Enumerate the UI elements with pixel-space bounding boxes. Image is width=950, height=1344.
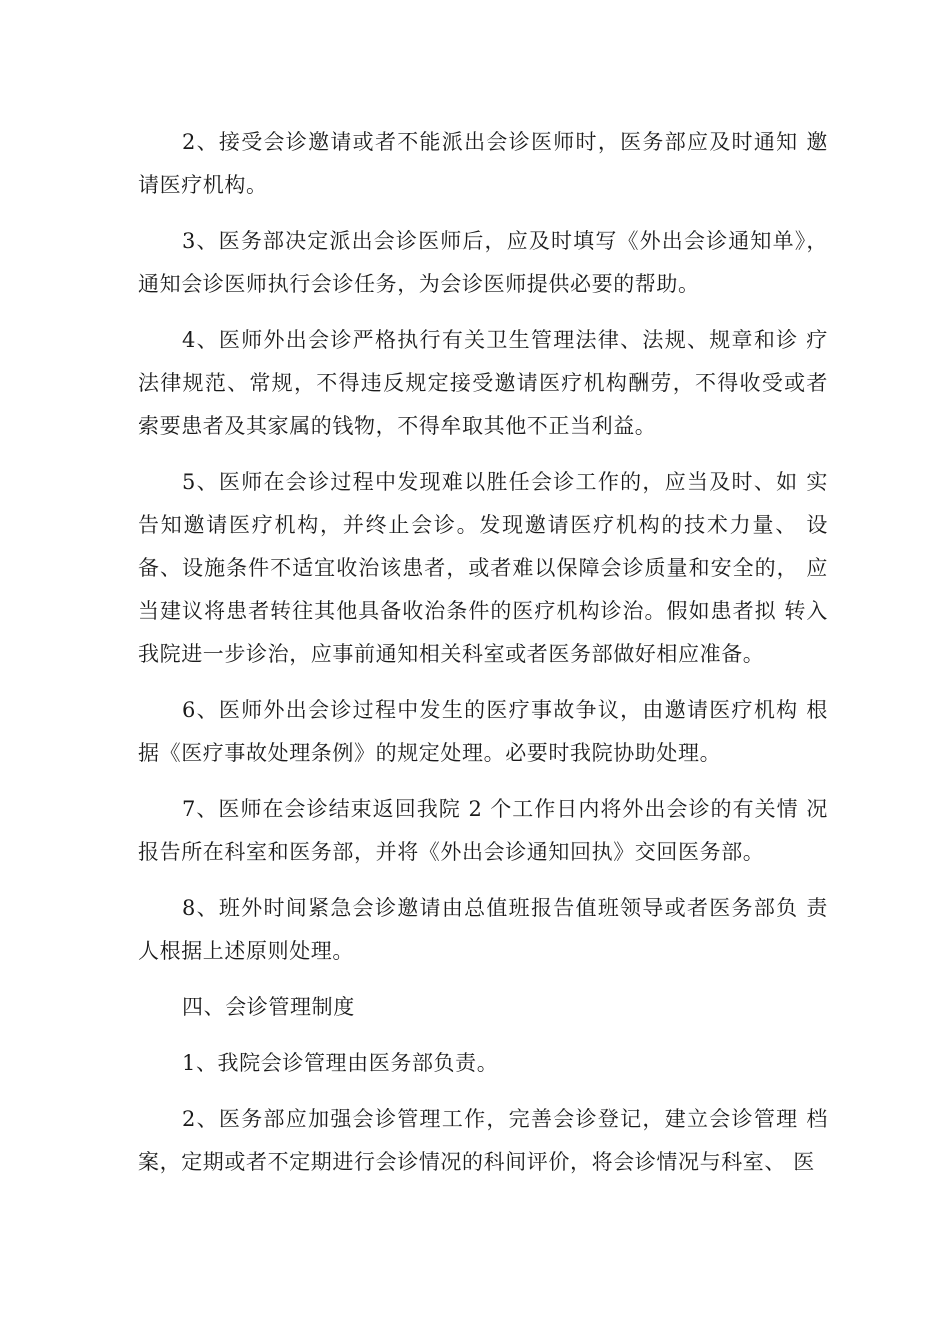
section-paragraph-1: 1、我院会诊管理由医务部负责。 — [182, 1051, 499, 1075]
paragraph-item-5: 5、医师在会诊过程中发现难以胜任会诊工作的，应当及时、如 实告知邀请医疗机构，并终止会诊。发现邀请医疗机构的技术力量、 设备、设施条件不适宜收治该患者，或者难以保障会诊质量和安全的， 应当建议将患者转往其他具备收治条件的医疗机构诊治。假如患者拟 转入我院进一步诊治，应事前通知相关科室或者医务部做好相应准备。 — [138, 470, 828, 666]
section-paragraph-2: 2、医务部应加强会诊管理工作，完善会诊登记，建立会诊管理 档案，定期或者不定期进行会诊情况的科间评价，将会诊情况与科室、 医 — [138, 1107, 828, 1174]
section-heading: 四、会诊管理制度 — [182, 995, 355, 1019]
paragraph-item-6: 6、医师外出会诊过程中发生的医疗事故争议，由邀请医疗机构 根据《医疗事故处理条例》的规定处理。必要时我院协助处理。 — [138, 698, 828, 765]
document-body — [138, 121, 828, 1197]
paragraph-item-4: 4、医师外出会诊严格执行有关卫生管理法律、法规、规章和诊 疗法律规范、常规，不得违反规定接受邀请医疗机构酬劳，不得收受或者 索要患者及其家属的钱物，不得牟取其他不正当利益。 — [138, 328, 828, 438]
paragraph-item-2: 2、接受会诊邀请或者不能派出会诊医师时，医务部应及时通知 邀请医疗机构。 — [138, 130, 828, 197]
paragraph-item-3: 3、医务部决定派出会诊医师后，应及时填写《外出会诊通知单》，通知会诊医师执行会诊任务，为会诊医师提供必要的帮助。 — [138, 229, 828, 296]
paragraph-item-7: 7、医师在会诊结束返回我院 2 个工作日内将外出会诊的有关情 况报告所在科室和医务部，并将《外出会诊通知回执》交回医务部。 — [138, 797, 828, 864]
paragraph-item-8: 8、班外时间紧急会诊邀请由总值班报告值班领导或者医务部负 责人根据上述原则处理。 — [138, 896, 828, 963]
